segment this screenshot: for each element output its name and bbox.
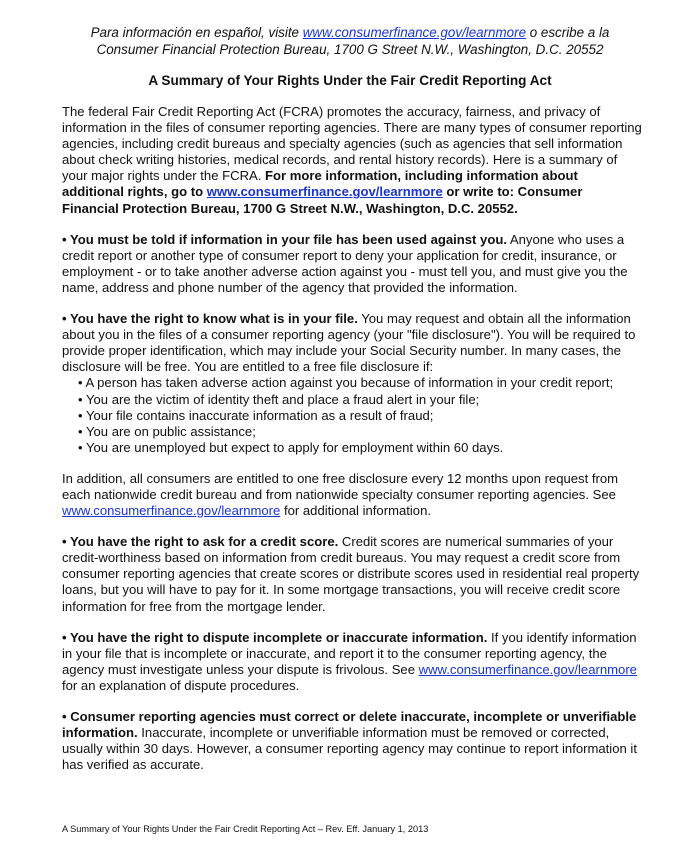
section-dispute xyxy=(62,630,642,694)
spanish-notice-suffix: o escribe a la xyxy=(526,25,610,40)
document-title: A Summary of Your Rights Under the Fair Credit Reporting Act xyxy=(148,73,552,88)
intro-text: The federal Fair Credit Reporting Act (FCRA) promotes the accuracy, fairness, and privacy of information in the files of consumer reporting agencies. There are many types of consumer reporting agencies, including credit bureaus and specialty agencies (such as agencies that sell information about check writing histories, medical records, and rental history records). Here is a summary of your major rights under the FCRA. xyxy=(62,104,642,184)
spanish-notice-text: Para información en español, visite xyxy=(90,25,303,40)
list-item: • You are unemployed but expect to apply for employment within 60 days. xyxy=(78,439,504,455)
learnmore-link[interactable]: www.consumerfinance.gov/learnmore xyxy=(418,661,637,677)
intro-bold-suffix: or write to: Consumer Financial Protection Bureau, 1700 G Street N.W., Washington, D.C. 20552. xyxy=(62,184,583,216)
section-free-disclosure xyxy=(62,471,642,519)
learnmore-link[interactable]: www.consumerfinance.gov/learnmore xyxy=(302,25,527,40)
list-item: • Your file contains inaccurate information as a result of fraud; xyxy=(78,407,434,423)
list-item: • You are the victim of identity theft and place a fraud alert in your file; xyxy=(78,391,480,407)
learnmore-link[interactable]: www.consumerfinance.gov/learnmore xyxy=(62,503,281,519)
section-text: In addition, all consumers are entitled to one free disclosure every 12 months upon request from each nationwide credit bureau and from nationwide specialty consumer reporting agencies. See xyxy=(62,470,619,502)
section-heading: • Consumer reporting agencies must correct or delete inaccurate, incomplete or unverifiable information. xyxy=(62,709,637,741)
intro-paragraph xyxy=(62,104,642,217)
page-footer: A Summary of Your Rights Under the Fair Credit Reporting Act – Rev. Eff. January 1, 2013 xyxy=(62,824,429,834)
spanish-notice xyxy=(40,24,660,58)
free-disclosure-conditions xyxy=(62,375,642,455)
section-credit-score xyxy=(62,534,642,614)
document-body xyxy=(62,104,642,788)
list-item: • You are on public assistance; xyxy=(78,423,256,439)
section-text-suffix: for an explanation of dispute procedures. xyxy=(62,677,300,693)
intro-bold-text: For more information, including information about additional rights, go to xyxy=(62,168,578,200)
section-text: You may request and obtain all the information about you in the files of a consumer reporting agency (your "file disclosure"). You will be required to provide proper identification, which may include your Social Security number. In many cases, the disclosure will be free. You are entitled to a free file disclosure if: xyxy=(62,311,636,375)
section-text-suffix: for additional information. xyxy=(280,503,432,519)
section-text: If you identify information in your file that is incomplete or inaccurate, and report it to the consumer reporting agency, the agency must investigate unless your dispute is frivolous. See xyxy=(62,629,637,677)
section-heading: • You have the right to dispute incomplete or inaccurate information. xyxy=(62,629,488,645)
learnmore-link[interactable]: www.consumerfinance.gov/learnmore xyxy=(206,184,443,200)
section-correct xyxy=(62,709,642,773)
section-text: Anyone who uses a credit report or another type of consumer report to deny your application for credit, insurance, or employment - or to take another adverse action against you - must tell you, and must give you the name, address and phone number of the agency that provided the information. xyxy=(62,231,628,295)
list-item: • A person has taken adverse action against you because of information in your credit report; xyxy=(78,375,614,391)
section-used-against xyxy=(62,232,642,296)
section-know-file xyxy=(62,311,642,375)
section-heading: • You have the right to know what is in your file. xyxy=(62,311,358,327)
spanish-notice-address: Consumer Financial Protection Bureau, 1700 G Street N.W., Washington, D.C. 20552 xyxy=(96,42,604,57)
section-heading: • You have the right to ask for a credit score. xyxy=(62,534,339,550)
section-text: Credit scores are numerical summaries of your credit-worthiness based on information from credit bureaus. You may request a credit score from consumer reporting agencies that create scores or distribute scores used in residential real property loans, but you will have to pay for it. In some mortgage transactions, you will receive credit score information for free from the mortgage lender. xyxy=(62,534,640,614)
section-text: Inaccurate, incomplete or unverifiable information must be removed or corrected, usually within 30 days. However, a consumer reporting agency may continue to report information it has verified as accurate. xyxy=(62,725,637,773)
section-heading: • You must be told if information in your file has been used against you. xyxy=(62,231,507,247)
